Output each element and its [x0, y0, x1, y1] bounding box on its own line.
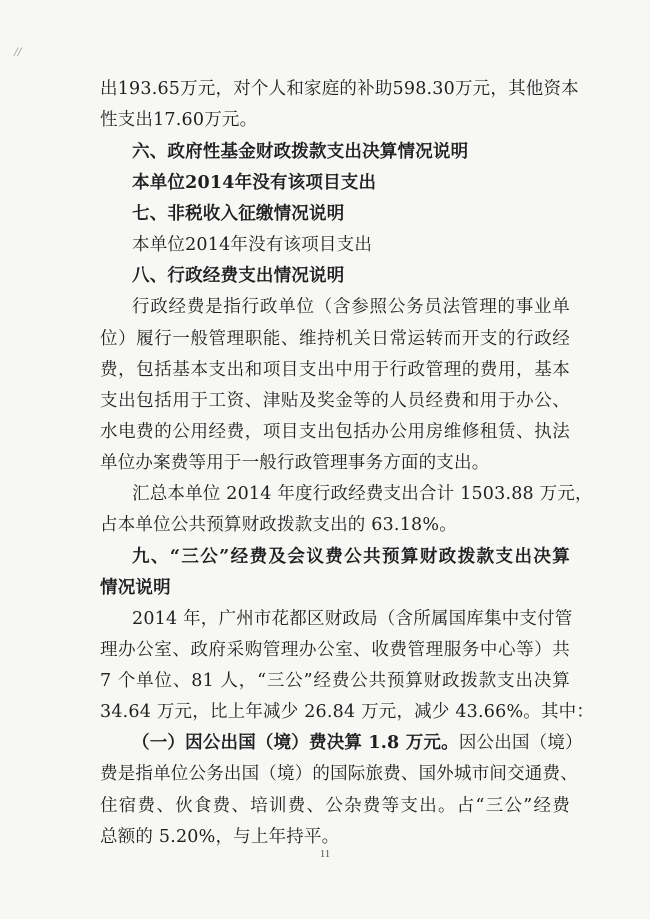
text-line: 理办公室、政府采购管理办公室、收费管理服务中心等）共: [100, 640, 570, 660]
text-line: 性支出17.60万元。: [100, 110, 258, 130]
text-line: 本单位2014年没有该项目支出: [132, 173, 377, 193]
text-line: 汇总本单位 2014 年度行政经费支出合计 1503.88 万元，: [132, 484, 593, 504]
subsection-line: [132, 732, 583, 754]
text-line: 费，包括基本支出和项目支出中用于行政管理的费用，基本: [100, 360, 570, 380]
section-heading-9-cont: 情况说明: [100, 578, 171, 598]
section-heading-6: 六、政府性基金财政拨款支出决算情况说明: [132, 142, 469, 162]
text-line: 总额的 5.20%，与上年持平。: [100, 827, 340, 847]
text-line: 出193.65万元，对个人和家庭的补助598.30万元，其他资本: [100, 79, 579, 99]
text-line: 单位办案费等用于一般行政管理事务方面的支出。: [100, 453, 490, 473]
text-span: 因公出国（境）: [458, 733, 583, 753]
text-line: 行政经费是指行政单位（含参照公务员法管理的事业单: [132, 297, 570, 317]
subsection-heading-1: （一）因公出国（境）费决算 1.8 万元。: [132, 733, 459, 753]
text-line: 位）履行一般管理职能、维持机关日常运转而开支的行政经: [100, 329, 570, 349]
text-line: 7 个单位、81 人，“三公”经费公共预算财政拨款支出决算: [100, 671, 570, 691]
text-line: 费是指单位公务出国（境）的国际旅费、国外城市间交通费、: [100, 764, 578, 784]
text-line: 占本单位公共预算财政拨款支出的 63.18%。: [100, 515, 457, 535]
text-line: 2014 年，广州市花都区财政局（含所属国库集中支付管: [132, 609, 573, 629]
page-number: 11: [319, 848, 331, 860]
text-line: 本单位2014年没有该项目支出: [132, 235, 373, 255]
corner-mark: //: [14, 44, 22, 59]
text-line: 支出包括用于工资、津贴及奖金等的人员经费和用于办公、: [100, 391, 570, 411]
section-heading-9: 九、“三公”经费及会议费公共预算财政拨款支出决算: [132, 547, 570, 567]
text-line: 水电费的公用经费，项目支出包括办公用房维修租赁、执法: [100, 422, 570, 442]
text-line: 住宿费、伙食费、培训费、公杂费等支出。占“三公”经费: [100, 796, 570, 816]
text-line: 34.64 万元，比上年减少 26.84 万元，减少 43.66%。其中：: [100, 702, 595, 722]
section-heading-8: 八、行政经费支出情况说明: [132, 266, 345, 286]
section-heading-7: 七、非税收入征缴情况说明: [132, 204, 345, 224]
